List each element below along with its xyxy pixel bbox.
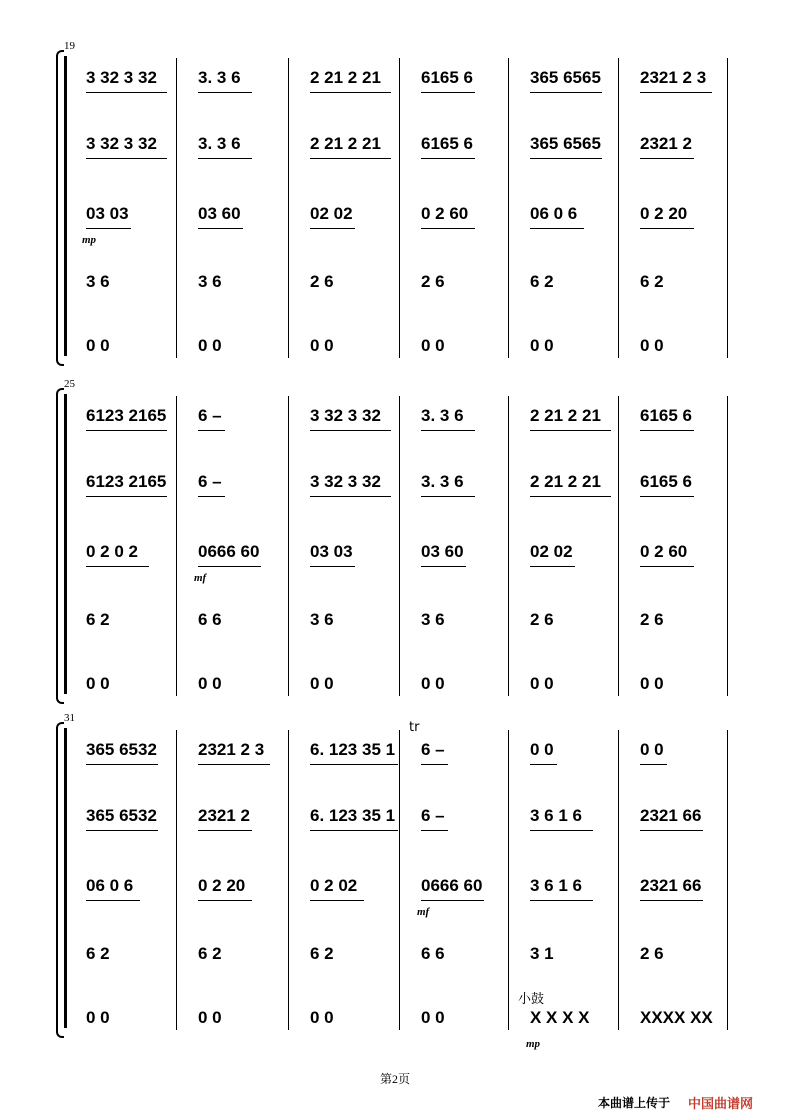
- beam-underline: [310, 430, 391, 431]
- measure-notes: 365 6532: [86, 806, 157, 825]
- measure-notes: 3. 3 6: [198, 68, 241, 87]
- score-system: [0, 40, 790, 370]
- beam-underline: [310, 566, 355, 567]
- measure-notes: 6 –: [421, 740, 445, 759]
- measure-number: 25: [64, 378, 75, 390]
- measure-notes: 3 32 3 32: [86, 134, 157, 153]
- score-system: [0, 378, 790, 708]
- beam-underline: [640, 900, 703, 901]
- measure-notes: 0 0: [421, 674, 445, 693]
- system-brace: [56, 388, 64, 704]
- measure-notes: 3 6: [310, 610, 334, 629]
- measure-notes: 03 03: [310, 542, 353, 561]
- measure-notes: 0 2 60: [640, 542, 688, 561]
- beam-underline: [310, 900, 364, 901]
- measure-notes: 6 2: [198, 944, 222, 963]
- score-system: [0, 712, 790, 1050]
- measure-notes: 0 0: [198, 1008, 222, 1027]
- measure-notes: 3 6: [421, 610, 445, 629]
- measure-number: 31: [64, 712, 75, 724]
- measure-notes: 0 0: [198, 336, 222, 355]
- beam-underline: [310, 228, 355, 229]
- barline: [288, 730, 289, 1030]
- beam-underline: [86, 228, 131, 229]
- beam-underline: [421, 228, 475, 229]
- measure-notes: 6 2: [86, 610, 110, 629]
- measure-notes: 2321 2 3: [198, 740, 265, 759]
- measure-notes: 03 03: [86, 204, 129, 223]
- measure-notes: 6 2: [310, 944, 334, 963]
- beam-underline: [530, 830, 593, 831]
- beam-underline: [421, 496, 475, 497]
- score-annotation: 小鼓: [518, 992, 545, 1007]
- barline: [727, 58, 728, 358]
- beam-underline: [530, 566, 575, 567]
- measure-notes: 2 6: [640, 610, 664, 629]
- system-bracket: [64, 728, 67, 1028]
- beam-underline: [530, 92, 602, 93]
- measure-notes: 0 2 0 2: [86, 542, 138, 561]
- dynamic-mark: mp: [82, 234, 97, 246]
- barline: [288, 396, 289, 696]
- beam-underline: [310, 92, 391, 93]
- beam-underline: [198, 92, 252, 93]
- beam-underline: [640, 496, 694, 497]
- beam-underline: [86, 430, 167, 431]
- measure-notes: 02 02: [530, 542, 573, 561]
- beam-underline: [640, 228, 694, 229]
- measure-notes: 3. 3 6: [421, 472, 464, 491]
- measure-notes: 2 6: [640, 944, 664, 963]
- measure-notes: 365 6532: [86, 740, 157, 759]
- measure-notes: 6 2: [640, 272, 664, 291]
- measure-notes: 2 6: [421, 272, 445, 291]
- barline: [508, 396, 509, 696]
- measure-notes: 6. 123 35 1: [310, 740, 396, 759]
- measure-notes: 0 0: [640, 674, 664, 693]
- measure-notes: 0 0: [86, 674, 110, 693]
- beam-underline: [198, 900, 252, 901]
- measure-notes: 0 0: [640, 740, 664, 759]
- measure-notes: 2321 66: [640, 876, 702, 895]
- measure-notes: 0 2 60: [421, 204, 469, 223]
- beam-underline: [86, 900, 140, 901]
- beam-underline: [640, 566, 694, 567]
- site-logo: 中国曲谱网: [688, 1097, 754, 1112]
- system-brace: [56, 50, 64, 366]
- measure-notes: 0 0: [310, 1008, 334, 1027]
- measure-notes: 3 6: [198, 272, 222, 291]
- beam-underline: [86, 566, 149, 567]
- measure-notes: 6165 6: [421, 68, 473, 87]
- beam-underline: [86, 92, 167, 93]
- beam-underline: [421, 158, 475, 159]
- barline: [176, 58, 177, 358]
- beam-underline: [640, 430, 694, 431]
- measure-notes: 3 6: [86, 272, 110, 291]
- measure-notes: 0 0: [530, 674, 554, 693]
- barline: [399, 730, 400, 1030]
- beam-underline: [640, 92, 712, 93]
- barline: [176, 396, 177, 696]
- measure-notes: 0 0: [530, 336, 554, 355]
- beam-underline: [530, 228, 584, 229]
- measure-notes: 0 0: [421, 336, 445, 355]
- measure-notes: 0 0: [86, 336, 110, 355]
- beam-underline: [421, 566, 466, 567]
- beam-underline: [86, 830, 158, 831]
- beam-underline: [86, 496, 167, 497]
- measure-number: 19: [64, 40, 75, 52]
- beam-underline: [310, 764, 398, 765]
- measure-notes: XXXX XX: [640, 1008, 713, 1027]
- upload-credit: 本曲谱上传于: [598, 1096, 671, 1110]
- measure-notes: 2321 2: [640, 134, 692, 153]
- measure-notes: 6 –: [421, 806, 445, 825]
- beam-underline: [310, 496, 391, 497]
- measure-notes: 365 6565: [530, 68, 601, 87]
- measure-notes: 6 2: [530, 272, 554, 291]
- system-bracket: [64, 394, 67, 694]
- measure-notes: 0 0: [640, 336, 664, 355]
- measure-notes: 6123 2165: [86, 406, 167, 425]
- measure-notes: X X X X: [530, 1008, 590, 1027]
- measure-notes: 6165 6: [640, 472, 692, 491]
- beam-underline: [421, 830, 448, 831]
- measure-notes: 0 0: [198, 674, 222, 693]
- barline: [618, 730, 619, 1030]
- beam-underline: [640, 764, 667, 765]
- measure-notes: 2321 2 3: [640, 68, 707, 87]
- measure-notes: 3 32 3 32: [86, 68, 157, 87]
- measure-notes: 2 21 2 21: [530, 472, 601, 491]
- measure-notes: 06 0 6: [530, 204, 578, 223]
- measure-notes: 0666 60: [421, 876, 483, 895]
- beam-underline: [530, 158, 602, 159]
- system-bracket: [64, 56, 67, 356]
- measure-notes: 3 1: [530, 944, 554, 963]
- barline: [176, 730, 177, 1030]
- measure-notes: 6 6: [421, 944, 445, 963]
- dynamic-mark: mf: [194, 572, 207, 584]
- measure-notes: 3 6 1 6: [530, 876, 582, 895]
- dynamic-mark: mf: [417, 906, 430, 918]
- beam-underline: [310, 830, 398, 831]
- barline: [727, 730, 728, 1030]
- measure-notes: 6 6: [198, 610, 222, 629]
- measure-notes: 6165 6: [421, 134, 473, 153]
- measure-notes: 3 32 3 32: [310, 406, 381, 425]
- score-annotation: tr: [409, 720, 420, 735]
- beam-underline: [530, 900, 593, 901]
- measure-notes: 0 2 02: [310, 876, 358, 895]
- beam-underline: [530, 496, 611, 497]
- measure-notes: 6 –: [198, 406, 222, 425]
- page-number: 第2页: [379, 1072, 410, 1086]
- beam-underline: [198, 496, 225, 497]
- measure-notes: 3. 3 6: [198, 134, 241, 153]
- beam-underline: [198, 764, 270, 765]
- measure-notes: 0666 60: [198, 542, 260, 561]
- measure-notes: 2 6: [310, 272, 334, 291]
- measure-notes: 0 0: [310, 674, 334, 693]
- measure-notes: 0 0: [530, 740, 554, 759]
- measure-notes: 6 –: [198, 472, 222, 491]
- system-brace: [56, 722, 64, 1038]
- measure-notes: 2321 2: [198, 806, 250, 825]
- measure-notes: 0 0: [421, 1008, 445, 1027]
- beam-underline: [421, 900, 484, 901]
- measure-notes: 0 0: [86, 1008, 110, 1027]
- measure-notes: 3. 3 6: [421, 406, 464, 425]
- measure-notes: 6123 2165: [86, 472, 167, 491]
- beam-underline: [198, 830, 252, 831]
- measure-notes: 03 60: [421, 542, 464, 561]
- measure-notes: 6165 6: [640, 406, 692, 425]
- measure-notes: 0 2 20: [198, 876, 246, 895]
- barline: [508, 730, 509, 1030]
- measure-notes: 02 02: [310, 204, 353, 223]
- measure-notes: 2 21 2 21: [310, 68, 381, 87]
- barline: [727, 396, 728, 696]
- measure-notes: 0 2 20: [640, 204, 688, 223]
- measure-notes: 2321 66: [640, 806, 702, 825]
- measure-notes: 03 60: [198, 204, 241, 223]
- beam-underline: [86, 764, 158, 765]
- measure-notes: 6 2: [86, 944, 110, 963]
- measure-notes: 3 32 3 32: [310, 472, 381, 491]
- beam-underline: [86, 158, 167, 159]
- measure-notes: 2 21 2 21: [530, 406, 601, 425]
- beam-underline: [198, 228, 243, 229]
- measure-notes: 2 6: [530, 610, 554, 629]
- beam-underline: [530, 430, 611, 431]
- barline: [399, 396, 400, 696]
- beam-underline: [530, 764, 557, 765]
- measure-notes: 365 6565: [530, 134, 601, 153]
- beam-underline: [310, 158, 391, 159]
- dynamic-mark: mp: [526, 1038, 541, 1050]
- beam-underline: [198, 158, 252, 159]
- beam-underline: [640, 158, 694, 159]
- beam-underline: [640, 830, 703, 831]
- barline: [399, 58, 400, 358]
- beam-underline: [198, 566, 261, 567]
- measure-notes: 3 6 1 6: [530, 806, 582, 825]
- barline: [618, 58, 619, 358]
- barline: [618, 396, 619, 696]
- beam-underline: [198, 430, 225, 431]
- measure-notes: 06 0 6: [86, 876, 134, 895]
- barline: [288, 58, 289, 358]
- beam-underline: [421, 430, 475, 431]
- barline: [508, 58, 509, 358]
- measure-notes: 0 0: [310, 336, 334, 355]
- beam-underline: [421, 92, 475, 93]
- beam-underline: [421, 764, 448, 765]
- measure-notes: 6. 123 35 1: [310, 806, 396, 825]
- measure-notes: 2 21 2 21: [310, 134, 381, 153]
